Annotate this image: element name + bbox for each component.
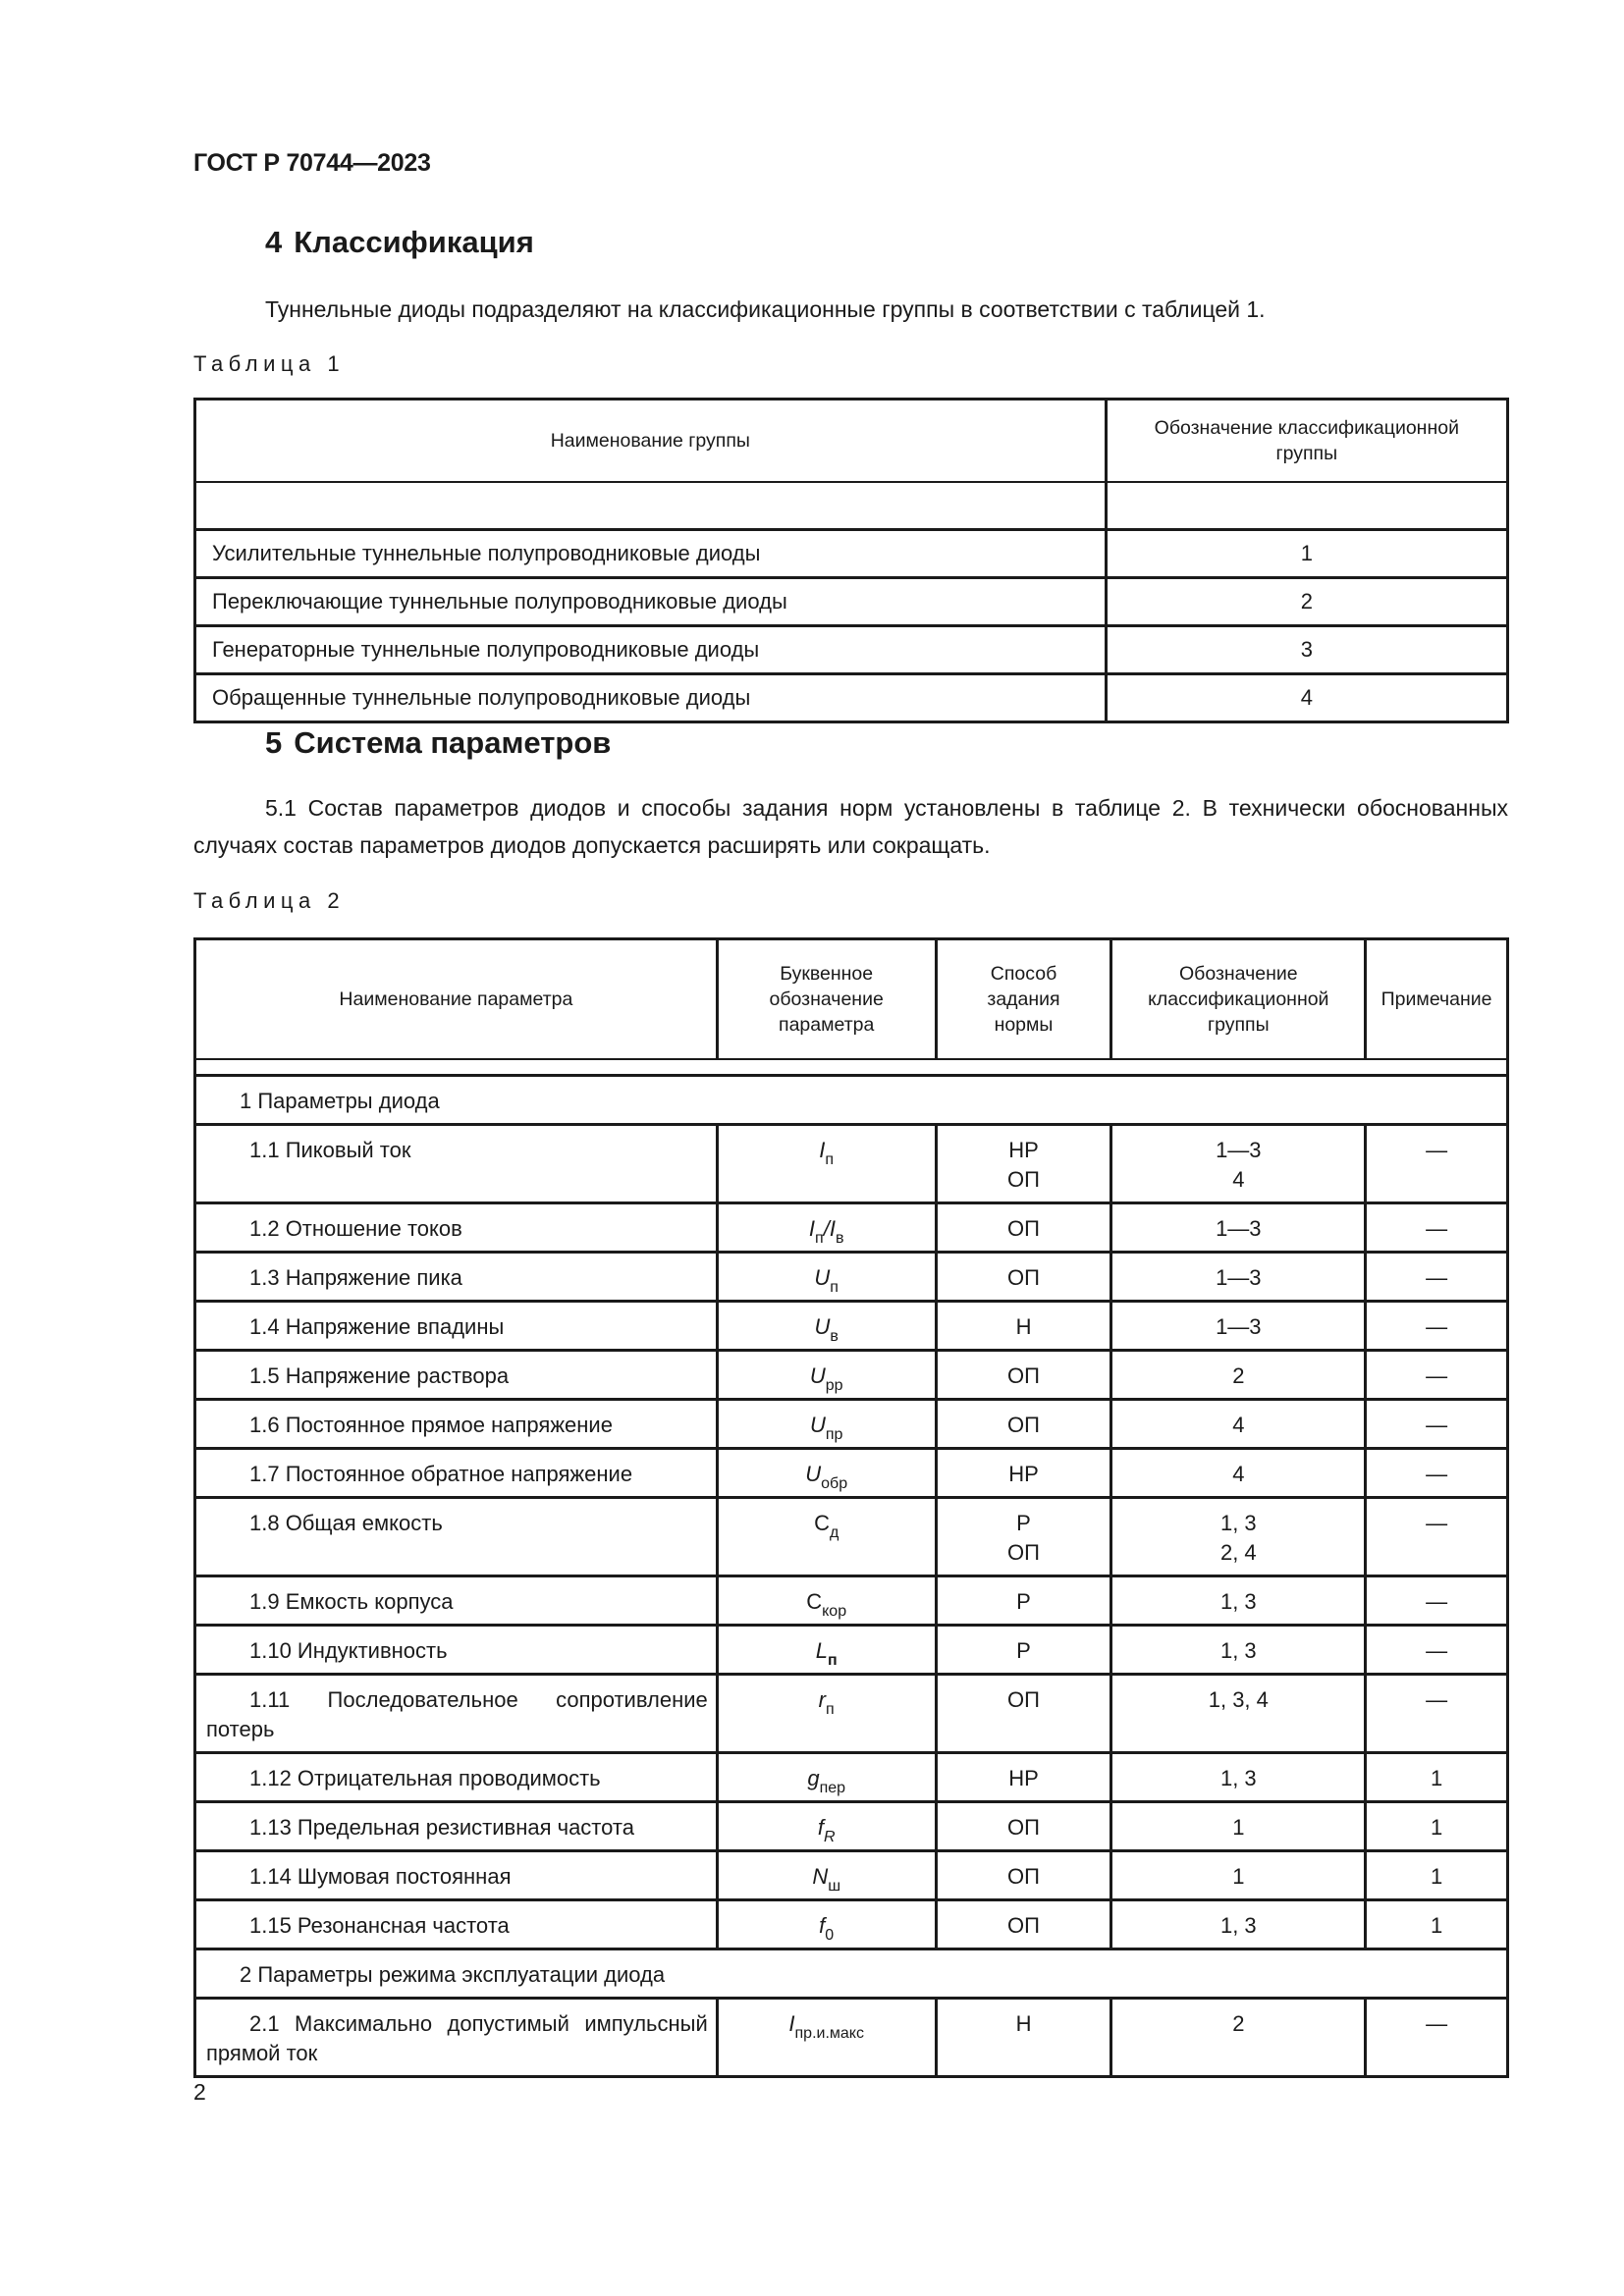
classification-group: 1—3: [1111, 1301, 1366, 1350]
table-row: [195, 1575, 1508, 1625]
classification-group: 1—3 4: [1111, 1124, 1366, 1202]
table-row: [195, 577, 1508, 625]
note: —: [1366, 1301, 1508, 1350]
classification-group: 1—3: [1111, 1252, 1366, 1301]
parameter-symbol: $I_{пр.и.макс}$: [717, 1998, 936, 2076]
parameter-name: 1.2 Отношение токов: [195, 1202, 718, 1252]
parameter-name: 1.6 Постоянное прямое напряжение: [195, 1399, 718, 1448]
section-4-intro: Туннельные диоды подразделяют на классификационные группы в соответствии с таблицей 1.: [265, 296, 1266, 322]
parameter-symbol: $C_д$: [717, 1497, 936, 1575]
table-row: [195, 1350, 1508, 1399]
parameter-name: 1.7 Постоянное обратное напряжение: [195, 1448, 718, 1497]
norm-method: НР: [936, 1752, 1111, 1801]
note: —: [1366, 1252, 1508, 1301]
note: 1: [1366, 1850, 1508, 1899]
table-row: [195, 1497, 1508, 1575]
table-row: [195, 1674, 1508, 1752]
classification-group: 4: [1111, 1399, 1366, 1448]
parameter-symbol: $N_ш$: [717, 1850, 936, 1899]
table-row: [195, 1625, 1508, 1674]
note: 1: [1366, 1899, 1508, 1949]
norm-method: ОП: [936, 1850, 1111, 1899]
parameter-name: 1.4 Напряжение впадины: [195, 1301, 718, 1350]
table-row: [195, 1252, 1508, 1301]
table-row: [195, 1301, 1508, 1350]
classification-group: 2: [1111, 1998, 1366, 2076]
parameter-name: 1.11 Последовательное сопротивление потерь: [195, 1674, 718, 1752]
table-row: [195, 625, 1508, 673]
note: —: [1366, 1625, 1508, 1674]
table-row: [195, 529, 1508, 577]
parameter-symbol: $I_п/I_в$: [717, 1202, 936, 1252]
table-row: [195, 673, 1508, 721]
column-header-group-name: Наименование группы: [195, 400, 1107, 482]
column-header-group-code: Обозначение классификационной группы: [1106, 400, 1507, 482]
table-row: [195, 1899, 1508, 1949]
parameter-symbol: $U_п$: [717, 1252, 936, 1301]
parameter-name: 1.13 Предельная резистивная частота: [195, 1801, 718, 1850]
group-name: Обращенные туннельные полупроводниковые диоды: [195, 673, 1107, 721]
paragraph-5-1: 5.1 Состав параметров диодов и способы задания норм установлены в таблице 2. В технически обоснованных случаях состав параметров диодов допускается расширять или сокращать.: [193, 795, 1508, 858]
parameter-group-title: 2 Параметры режима эксплуатации диода: [195, 1949, 1508, 1998]
norm-method: ОП: [936, 1674, 1111, 1752]
section-5-heading: [265, 725, 611, 761]
classification-group: 1: [1111, 1801, 1366, 1850]
table-row: [195, 1448, 1508, 1497]
table-row: [195, 1998, 1508, 2076]
section-number: 5: [265, 725, 283, 760]
group-name: Переключающие туннельные полупроводниковые диоды: [195, 577, 1107, 625]
note: —: [1366, 1350, 1508, 1399]
note: —: [1366, 1399, 1508, 1448]
norm-method: ОП: [936, 1899, 1111, 1949]
parameter-symbol: $f_R$: [717, 1801, 936, 1850]
parameter-name: 1.9 Емкость корпуса: [195, 1575, 718, 1625]
table-row: [195, 1850, 1508, 1899]
note: 1: [1366, 1801, 1508, 1850]
parameter-symbol: $g_{пер}$: [717, 1752, 936, 1801]
group-code: 3: [1106, 625, 1507, 673]
group-code: 1: [1106, 529, 1507, 577]
group-code: 4: [1106, 673, 1507, 721]
norm-method: Н: [936, 1301, 1111, 1350]
section-number: 4: [265, 225, 283, 259]
section-4-heading: [265, 225, 534, 260]
classification-group: 1—3: [1111, 1202, 1366, 1252]
parameter-name: 1.15 Резонансная частота: [195, 1899, 718, 1949]
parameter-symbol: $U_{рр}$: [717, 1350, 936, 1399]
parameter-symbol: $U_в$: [717, 1301, 936, 1350]
note: —: [1366, 1448, 1508, 1497]
classification-group: 1, 3 2, 4: [1111, 1497, 1366, 1575]
group-name: Усилительные туннельные полупроводниковые диоды: [195, 529, 1107, 577]
parameter-group-row: [195, 1949, 1508, 1998]
section-title: Классификация: [294, 225, 534, 259]
parameter-name: 2.1 Максимально допустимый импульсный прямой ток: [195, 1998, 718, 2076]
section-title: Система параметров: [294, 725, 612, 760]
parameter-group-row: [195, 1075, 1508, 1124]
norm-method: Р: [936, 1575, 1111, 1625]
parameter-group-title: 1 Параметры диода: [195, 1075, 1508, 1124]
group-name: Генераторные туннельные полупроводниковые диоды: [195, 625, 1107, 673]
document-code: ГОСТ Р 70744—2023: [193, 149, 431, 177]
norm-method: ОП: [936, 1801, 1111, 1850]
column-header-parameter-name: Наименование параметра: [195, 939, 718, 1059]
parameter-name: 1.8 Общая емкость: [195, 1497, 718, 1575]
parameter-symbol: $C_{кор}$: [717, 1575, 936, 1625]
note: —: [1366, 1674, 1508, 1752]
page-number: 2: [193, 2079, 206, 2105]
parameter-name: 1.1 Пиковый ток: [195, 1124, 718, 1202]
parameter-symbol: $U_{обр}$: [717, 1448, 936, 1497]
table-row: [195, 1399, 1508, 1448]
classification-group: 1: [1111, 1850, 1366, 1899]
classification-group: 1, 3: [1111, 1752, 1366, 1801]
parameter-name: 1.3 Напряжение пика: [195, 1252, 718, 1301]
table-2-caption: Таблица 2: [193, 888, 346, 913]
table-row: [195, 1801, 1508, 1850]
norm-method: Р: [936, 1625, 1111, 1674]
note: —: [1366, 1124, 1508, 1202]
norm-method: Р ОП: [936, 1497, 1111, 1575]
classification-group: 1, 3: [1111, 1899, 1366, 1949]
column-header-classification-group: Обозначение классификационной группы: [1111, 939, 1366, 1059]
norm-method: Н: [936, 1998, 1111, 2076]
classification-group: 4: [1111, 1448, 1366, 1497]
parameter-name: 1.12 Отрицательная проводимость: [195, 1752, 718, 1801]
parameter-symbol: $r_п$: [717, 1674, 936, 1752]
column-header-norm-method: Способ задания нормы: [936, 939, 1111, 1059]
norm-method: ОП: [936, 1350, 1111, 1399]
parameter-name: 1.5 Напряжение раствора: [195, 1350, 718, 1399]
note: —: [1366, 1202, 1508, 1252]
parameter-name: 1.14 Шумовая постоянная: [195, 1850, 718, 1899]
column-header-symbol: Буквенное обозначение параметра: [717, 939, 936, 1059]
table-row: [195, 1124, 1508, 1202]
table-row: [195, 1202, 1508, 1252]
note: —: [1366, 1575, 1508, 1625]
parameter-name: 1.10 Индуктивность: [195, 1625, 718, 1674]
classification-group: 2: [1111, 1350, 1366, 1399]
table-1-caption: Таблица 1: [193, 351, 346, 376]
classification-group: 1, 3, 4: [1111, 1674, 1366, 1752]
norm-method: НР ОП: [936, 1124, 1111, 1202]
parameter-symbol: $U_{пр}$: [717, 1399, 936, 1448]
note: —: [1366, 1998, 1508, 2076]
classification-group: 1, 3: [1111, 1575, 1366, 1625]
norm-method: ОП: [936, 1202, 1111, 1252]
norm-method: ОП: [936, 1399, 1111, 1448]
table-row: [195, 1752, 1508, 1801]
note: 1: [1366, 1752, 1508, 1801]
table-1: [193, 398, 1509, 723]
table-2: [193, 937, 1509, 2078]
parameter-symbol: $f_0$: [717, 1899, 936, 1949]
column-header-note: Примечание: [1366, 939, 1508, 1059]
norm-method: НР: [936, 1448, 1111, 1497]
note: —: [1366, 1497, 1508, 1575]
parameter-symbol: $I_п$: [717, 1124, 936, 1202]
norm-method: ОП: [936, 1252, 1111, 1301]
parameter-symbol: $L_п$: [717, 1625, 936, 1674]
group-code: 2: [1106, 577, 1507, 625]
classification-group: 1, 3: [1111, 1625, 1366, 1674]
